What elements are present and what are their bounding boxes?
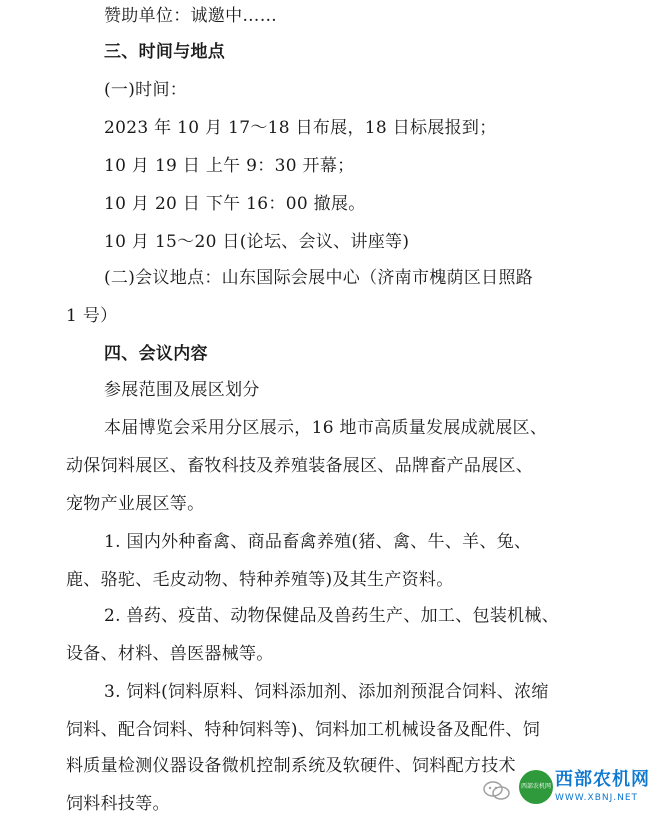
- wechat-icon: [483, 780, 513, 802]
- watermark: [483, 768, 653, 812]
- watermark-title: 西部农机网: [555, 769, 650, 790]
- schedule-line-opening: 10 月 19 日 上午 9：30 开幕；: [104, 156, 355, 176]
- venue-line-continued: 1 号）: [66, 306, 118, 326]
- item-1-line-1: 1. 国内外种畜禽、商品畜禽养殖(猪、禽、牛、羊、兔、: [104, 532, 532, 552]
- item-1-line-2: 鹿、骆驼、毛皮动物、特种养殖等)及其生产资料。: [66, 570, 454, 590]
- paragraph-zones-line-2: 动保饲料展区、畜牧科技及养殖装备展区、品牌畜产品展区、: [66, 456, 534, 476]
- subheading-time: (一)时间：: [104, 80, 188, 100]
- section-heading-content: 四、会议内容: [104, 344, 208, 364]
- watermark-url: WWW.XBNJ.NET: [555, 793, 639, 803]
- paragraph-zones-line-1: 本届博览会采用分区展示，16 地市高质量发展成就展区、: [104, 418, 548, 438]
- section-heading-time-place: 三、时间与地点: [104, 42, 226, 62]
- schedule-line-forum: 10 月 15～20 日(论坛、会议、讲座等): [104, 232, 410, 252]
- watermark-logo: 西部农机网: [519, 770, 553, 804]
- item-3-line-3: 料质量检测仪器设备微机控制系统及软硬件、饲料配方技术: [66, 756, 516, 776]
- venue-line: (二)会议地点：山东国际会展中心（济南市槐荫区日照路: [104, 268, 534, 288]
- schedule-line-setup: 2023 年 10 月 17～18 日布展，18 日标展报到；: [104, 118, 497, 138]
- sponsor-line: 赞助单位：诚邀中……: [104, 6, 277, 26]
- schedule-line-closing: 10 月 20 日 下午 16：00 撤展。: [104, 194, 366, 214]
- item-2-line-1: 2. 兽药、疫苗、动物保健品及兽药生产、加工、包装机械、: [104, 606, 560, 626]
- subheading-scope: 参展范围及展区划分: [104, 380, 260, 400]
- item-3-line-4: 饲料科技等。: [66, 794, 170, 814]
- item-3-line-2: 饲料、配合饲料、特种饲料等)、饲料加工机械设备及配件、饲: [66, 720, 541, 740]
- item-2-line-2: 设备、材料、兽医器械等。: [66, 644, 274, 664]
- item-3-line-1: 3. 饲料(饲料原料、饲料添加剂、添加剂预混合饲料、浓缩: [104, 682, 549, 702]
- paragraph-zones-line-3: 宠物产业展区等。: [66, 494, 205, 514]
